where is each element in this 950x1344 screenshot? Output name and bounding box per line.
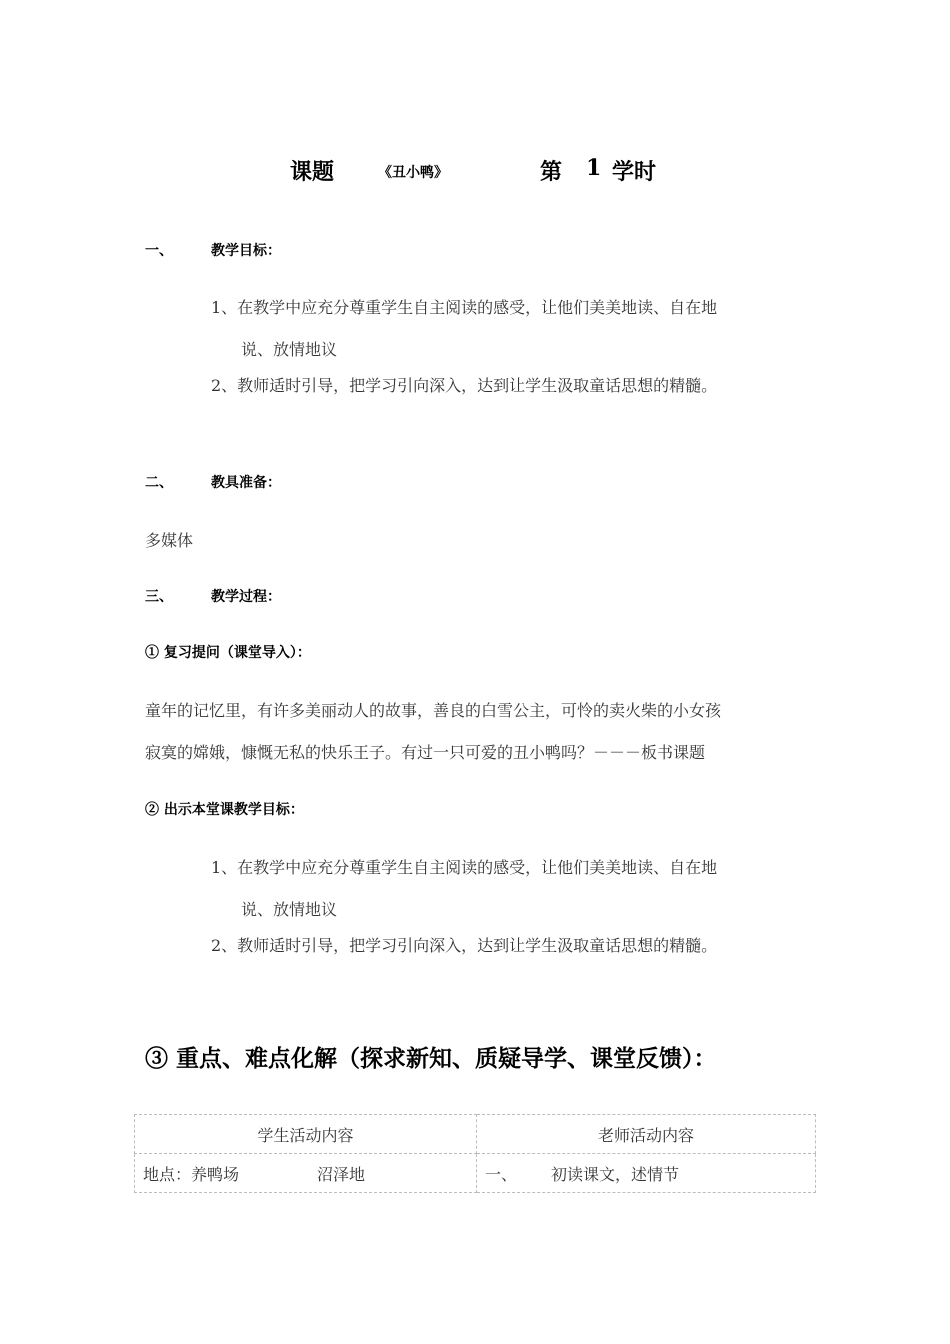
teacher-step-text: 初读课文，述情节: [551, 1164, 680, 1184]
title-topic: 《丑小鸭》: [378, 165, 448, 181]
step1-line2: 寂寞的嫦娥，慷慨无私的快乐王子。有过一只可爱的丑小鸭吗？－－－板书课题: [145, 743, 706, 762]
table-row: [135, 1154, 816, 1193]
section2-content: 多媒体: [145, 531, 194, 550]
table-header-row: [135, 1115, 816, 1154]
section2-number: 二、: [145, 475, 173, 491]
step2-item2-line1: 2、教师适时引导，把学习引向深入，达到让学生汲取童话思想的精髓。: [211, 936, 718, 955]
student-place-2: 沼泽地: [317, 1164, 366, 1184]
student-activity-cell: [135, 1154, 477, 1193]
step2-title: ② 出示本堂课教学目标：: [145, 802, 304, 818]
section3-number: 三、: [145, 589, 173, 605]
section2-title: 教具准备：: [211, 475, 281, 491]
step1-title: ① 复习提问（课堂导入）：: [145, 645, 311, 661]
teacher-activity-cell: [477, 1154, 816, 1193]
title-period-prefix: 第: [540, 159, 563, 185]
title-label-topic: 课题: [290, 159, 335, 185]
table-header-teacher: 老师活动内容: [477, 1115, 816, 1154]
step2-item1-line2: 说、放情地议: [241, 900, 338, 919]
teacher-step-number: 一、: [485, 1164, 518, 1184]
table-header-student: 学生活动内容: [135, 1115, 477, 1154]
activity-table: [134, 1114, 816, 1193]
section1-item2-line1: 2、教师适时引导，把学习引向深入，达到让学生汲取童话思想的精髓。: [211, 376, 718, 395]
section3-title: 教学过程：: [211, 589, 281, 605]
section1-item1-line2: 说、放情地议: [241, 340, 338, 359]
step2-item1-line1: 1、在教学中应充分尊重学生自主阅读的感受，让他们美美地读、自在地: [211, 858, 718, 877]
step3-title: ③ 重点、难点化解（探求新知、质疑导学、课堂反馈）：: [145, 1045, 717, 1072]
section1-title: 教学目标：: [211, 243, 281, 259]
title-period-suffix: 学时: [612, 159, 657, 185]
student-place-label: 地点：养鸭场: [143, 1164, 240, 1184]
title-period-number: 1: [586, 155, 602, 181]
step1-line1: 童年的记忆里，有许多美丽动人的故事，善良的白雪公主，可怜的卖火柴的小女孩: [145, 701, 722, 720]
section1-number: 一、: [145, 243, 173, 259]
section1-item1-line1: 1、在教学中应充分尊重学生自主阅读的感受，让他们美美地读、自在地: [211, 298, 718, 317]
